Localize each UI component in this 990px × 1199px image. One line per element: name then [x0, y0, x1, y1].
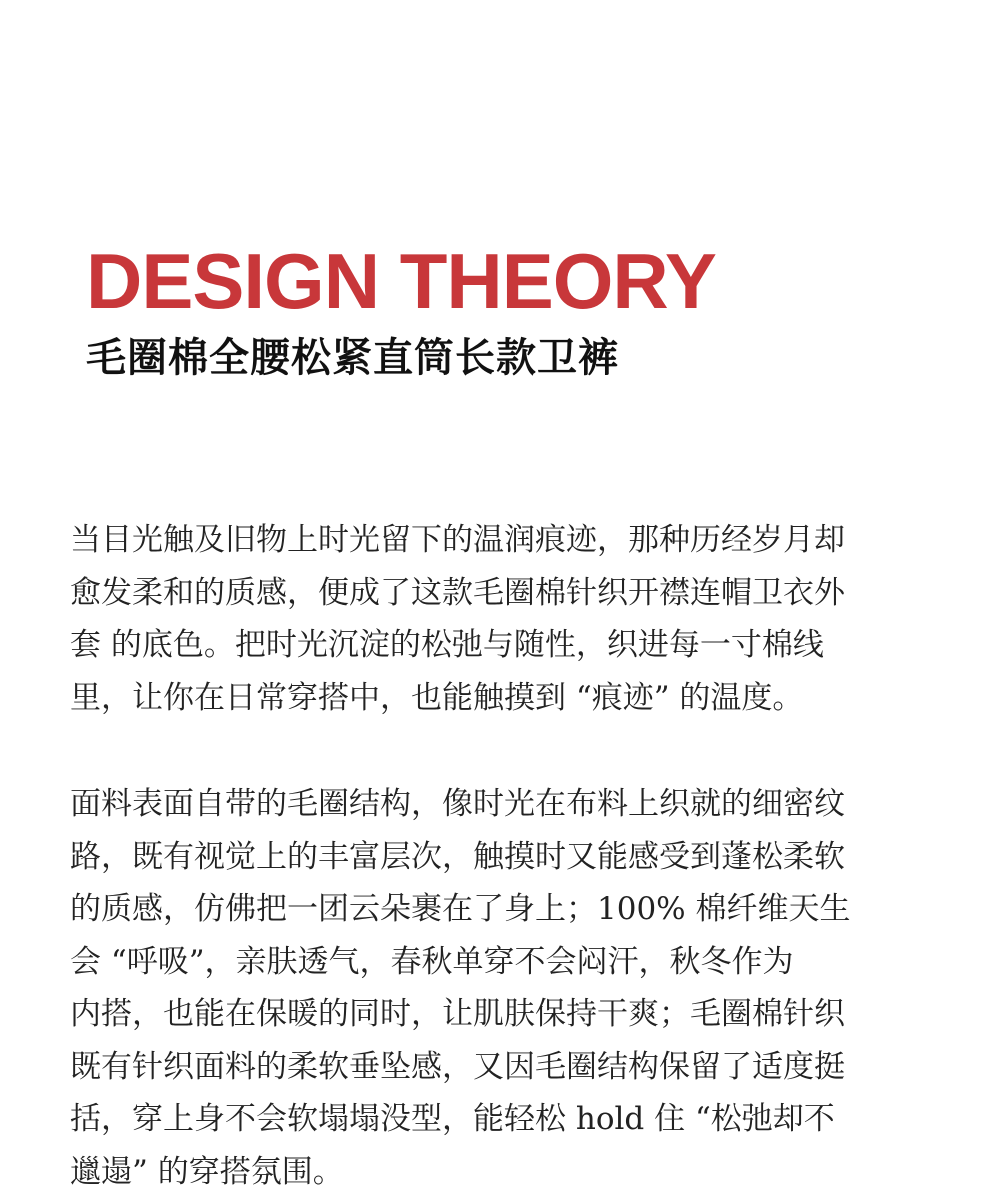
paragraph-line: 当目光触及旧物上时光留下的温润痕迹，那种历经岁月却: [70, 522, 845, 558]
paragraph-line: 邋遢” 的穿搭氛围。: [70, 1153, 344, 1190]
paragraph-line: 内搭，也能在保暖的同时，让肌肤保持干爽；毛圈棉针织: [70, 996, 845, 1032]
paragraph-line: 面料表面自带的毛圈结构，像时光在布料上织就的细密纹: [70, 786, 845, 822]
product-name-heading: 毛圈棉全腰松紧直筒长款卫裤: [86, 335, 619, 381]
section-title-english: DESIGN THEORY: [86, 237, 716, 325]
paragraph-line: 路，既有视觉上的丰富层次，触摸时又能感受到蓬松柔软: [70, 838, 845, 875]
paragraph-line: 套 的底色。把时光沉淀的松弛与随性，织进每一寸棉线: [70, 627, 824, 663]
description-paragraph-1: [70, 514, 930, 724]
paragraph-line: 愈发柔和的质感，便成了这款毛圈棉针织开襟连帽卫衣外: [70, 574, 845, 611]
paragraph-line: 会 “呼吸”，亲肤透气，春秋单穿不会闷汗，秋冬作为: [70, 943, 794, 980]
paragraph-line: 括，穿上身不会软塌塌没型，能轻松 hold 住 “松弛却不: [70, 1101, 835, 1137]
paragraph-line: 里，让你在日常穿搭中，也能触摸到 “痕迹” 的温度。: [70, 679, 804, 716]
paragraph-line: 的质感，仿佛把一团云朵裹在了身上；100% 棉纤维天生: [70, 891, 851, 927]
paragraph-line: 既有针织面料的柔软垂坠感，又因毛圈结构保留了适度挺: [70, 1048, 845, 1085]
description-paragraph-2: [70, 778, 930, 1198]
